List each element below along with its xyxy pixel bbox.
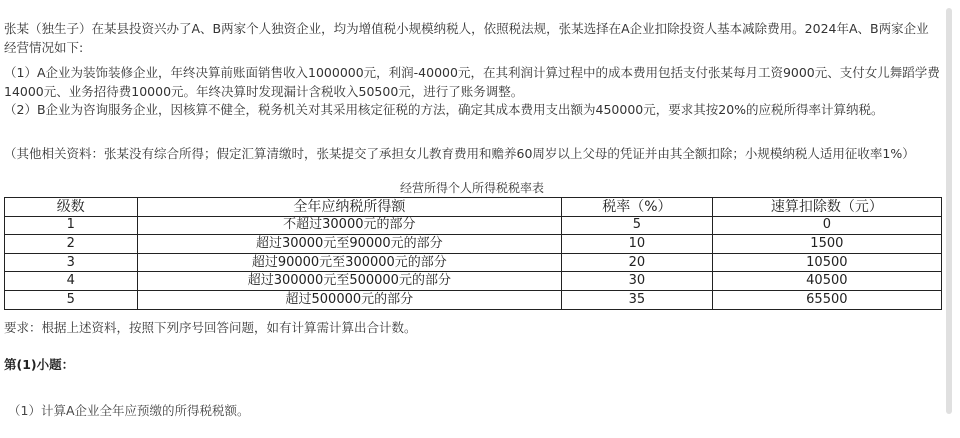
intro-paragraph: 张某（独生子）在某县投资兴办了A、B两家个人独资企业，均为增值税小规模纳税人，依照税法规，张某选择在A企业扣除投资人基本减除费用。2024年A、B两家企业经营情况如下: — [4, 21, 929, 55]
cell-range: 不超过30000元的部分 — [137, 216, 562, 235]
paragraph-a: （1）A企业为装饰装修企业，年终决算前账面销售收入1000000元，利润-40000元，在其利润计算过程中的成本费用包括支付张某每月工资9000元、支付女儿舞蹈学费14000元、业务招待费10000元。年终决算时发现漏计含税收入50500元，进行了账务调整。 — [4, 65, 940, 99]
cell-range: 超过500000元的部分 — [137, 290, 562, 309]
table-row — [5, 272, 942, 291]
cell-range: 超过30000元至90000元的部分 — [137, 235, 562, 254]
sub-question: （1）计算A企业全年应预缴的所得税税额。 — [8, 403, 250, 418]
header-deduction: 速算扣除数（元） — [712, 198, 941, 217]
requirement-text: 要求：根据上述资料，按照下列序号回答问题，如有计算需计算出合计数。 — [4, 320, 417, 335]
paragraph-b: （2）B企业为咨询服务企业，因核算不健全，税务机关对其采用核定征税的方法，确定其成本费用支出额为450000元，要求其按20%的应税所得率计算纳税。 — [4, 102, 884, 117]
cell-deduction: 10500 — [712, 253, 941, 272]
cell-rate: 20 — [562, 253, 713, 272]
cell-deduction: 65500 — [712, 290, 941, 309]
vertical-scrollbar[interactable] — [946, 8, 952, 414]
table-caption: 经营所得个人所得税税率表 — [399, 181, 544, 195]
cell-rate: 5 — [562, 216, 713, 235]
cell-range: 超过90000元至300000元的部分 — [137, 253, 562, 272]
table-row — [5, 253, 942, 272]
cell-level: 5 — [5, 290, 138, 309]
table-header-row — [5, 198, 942, 217]
other-info-paragraph: （其他相关资料：张某没有综合所得；假定汇算清缴时，张某提交了承担女儿教育费用和赡养60周岁以上父母的凭证并由其全额扣除；小规模纳税人适用征收率1%） — [4, 146, 915, 161]
tax-rate-table — [4, 197, 942, 310]
table-row — [5, 235, 942, 254]
header-range: 全年应纳税所得额 — [137, 198, 562, 217]
cell-rate: 35 — [562, 290, 713, 309]
cell-level: 4 — [5, 272, 138, 291]
cell-level: 2 — [5, 235, 138, 254]
cell-deduction: 40500 — [712, 272, 941, 291]
header-level: 级数 — [5, 198, 138, 217]
table-row — [5, 216, 942, 235]
cell-level: 1 — [5, 216, 138, 235]
cell-range: 超过300000元至500000元的部分 — [137, 272, 562, 291]
cell-deduction: 0 — [712, 216, 941, 235]
cell-level: 3 — [5, 253, 138, 272]
table-row — [5, 290, 942, 309]
header-rate: 税率（%） — [562, 198, 713, 217]
question-title: 第(1)小题： — [4, 357, 75, 372]
cell-rate: 30 — [562, 272, 713, 291]
cell-rate: 10 — [562, 235, 713, 254]
cell-deduction: 1500 — [712, 235, 941, 254]
